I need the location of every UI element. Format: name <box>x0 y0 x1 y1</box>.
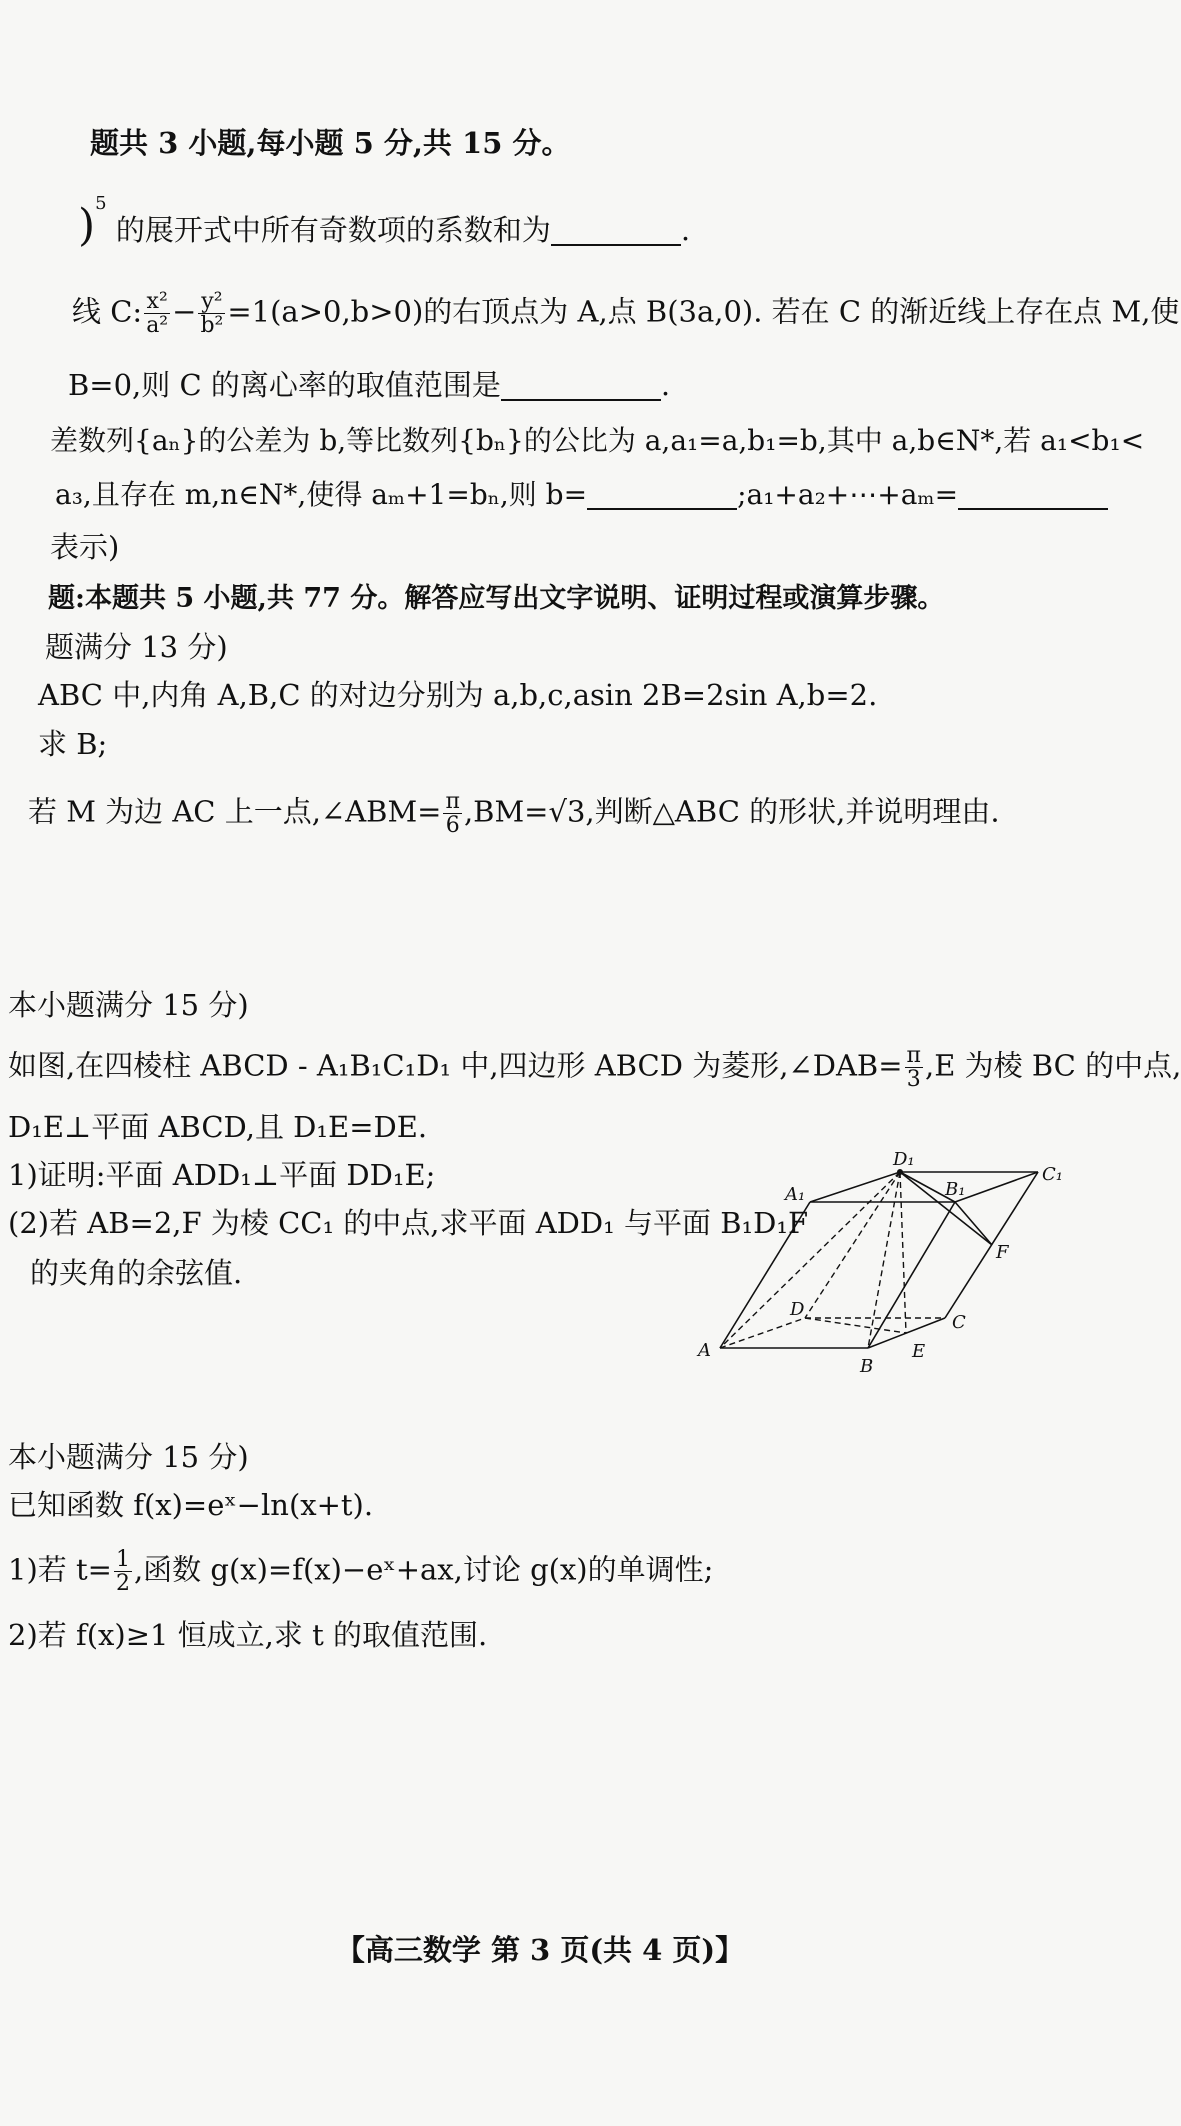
label-f: F <box>996 1242 1009 1263</box>
q18-part2: (2)若 AB=2,F 为棱 CC₁ 的中点,求平面 ADD₁ 与平面 B₁D₁F <box>8 1206 809 1240</box>
answer-blank <box>551 213 681 245</box>
edge-a-a1 <box>720 1202 810 1348</box>
question-16-line2: a₃,且存在 m,n∈N*,使得 aₘ+1=bₙ,则 b= ;a₁+a₂+⋯+aₘ= <box>55 478 1108 512</box>
q14-bracket: ) <box>78 200 96 251</box>
fraction-1-2: $\frac{1}{2}$ <box>115 1547 130 1597</box>
label-e: E <box>912 1341 926 1362</box>
answer-blank <box>958 478 1108 509</box>
label-d1: D₁ <box>893 1149 915 1170</box>
answer-blank <box>587 478 737 509</box>
q15-line2: B=0,则 C 的离心率的取值范围是 <box>68 368 501 402</box>
q18-line1: 如图,在四棱柱 ABCD - A₁B₁C₁D₁ 中,四边形 ABCD 为菱形,∠DAB= $\frac{\pi}{3}$ ,E 为棱 BC 的中点, <box>8 1043 1181 1093</box>
label-c1: C₁ <box>1042 1164 1063 1185</box>
fraction-pi-3: $\frac{\pi}{3}$ <box>906 1043 921 1093</box>
fraction-y2-b2: $\frac{\text{y²}}{\text{b²}}$ <box>200 289 224 339</box>
q19-title: 本小题满分 15 分) <box>8 1440 249 1474</box>
q15-rest1: =1(a>0,b>0)的右顶点为 A,点 B(3a,0). 若在 C 的渐近线上存在点 M,使 <box>227 294 1180 329</box>
q14-exponent: 5 <box>95 193 107 215</box>
fraction-pi-6: $\frac{\pi}{6}$ <box>445 789 460 839</box>
q17-part2: 若 M 为边 AC 上一点,∠ABM= $\frac{\pi}{6}$ ,BM=√3,判断△ABC 的形状,并说明理由. <box>28 789 1000 839</box>
q14-end: . <box>680 213 691 247</box>
q15-end: . <box>660 368 671 402</box>
q15-lead: 线 C: <box>72 294 143 329</box>
line-d-e-hidden <box>805 1318 906 1333</box>
prism-figure <box>690 1150 1070 1400</box>
edge-a1-d1 <box>810 1172 900 1202</box>
edge-a-d-hidden <box>720 1318 805 1348</box>
label-a1: A₁ <box>785 1184 806 1205</box>
question-15: 线 C: $\frac{\text{x²}}{\text{a²}}$ − $\frac{\text{y²}}{\text{b²}}$ =1(a>0,b>0)的右顶点为 A,点 B(3a,0). 若在 C 的渐近线上存在点 M,使 <box>72 289 1180 339</box>
fraction-x2-a2: $\frac{\text{x²}}{\text{a²}}$ <box>146 289 169 339</box>
q18-title: 本小题满分 15 分) <box>8 988 249 1022</box>
q18-line2: D₁E⊥平面 ABCD,且 D₁E=DE. <box>8 1110 428 1144</box>
part3-header: 题:本题共 5 小题,共 77 分。解答应写出文字说明、证明过程或演算步骤。 <box>48 583 945 614</box>
answer-blank <box>501 368 661 400</box>
section-header: 题共 3 小题,每小题 5 分,共 15 分。 <box>90 126 571 160</box>
q17-part1: 求 B; <box>38 727 108 761</box>
q19-part2: 2)若 f(x)≥1 恒成立,求 t 的取值范围. <box>8 1618 488 1652</box>
question-16-line1: 差数列{aₙ}的公差为 b,等比数列{bₙ}的公比为 a,a₁=a,b₁=b,其中 a,b∈N*,若 a₁<b₁< <box>50 424 1145 457</box>
q17-title: 题满分 13 分) <box>45 630 228 664</box>
edge-b-c <box>868 1318 945 1348</box>
q19-stem: 已知函数 f(x)=eˣ−ln(x+t). <box>8 1488 374 1522</box>
q17-stem: ABC 中,内角 A,B,C 的对边分别为 a,b,c,asin 2B=2sin A,b=2. <box>38 678 878 712</box>
edge-c1-b1 <box>955 1172 1038 1202</box>
page-footer: 【高三数学 第 3 页(共 4 页)】 <box>335 1933 745 1967</box>
question-16-line3: 表示) <box>50 530 120 564</box>
label-b: B <box>860 1356 874 1377</box>
edge-d-d1-hidden <box>805 1172 900 1318</box>
label-d: D <box>790 1299 805 1320</box>
question-14 <box>78 193 691 253</box>
line-b1-f <box>955 1202 992 1245</box>
label-b1: B₁ <box>945 1179 966 1200</box>
label-a: A <box>698 1340 711 1361</box>
question-15-line2 <box>68 368 670 403</box>
q14-text: 的展开式中所有奇数项的系数和为 <box>115 213 551 247</box>
q18-part2b: 的夹角的余弦值. <box>30 1256 243 1290</box>
label-c: C <box>952 1312 966 1333</box>
q18-part1: 1)证明:平面 ADD₁⊥平面 DD₁E; <box>8 1158 436 1192</box>
line-d1-e-hidden <box>900 1172 906 1333</box>
q19-part1: 1)若 t= $\frac{1}{2}$ ,函数 g(x)=f(x)−eˣ+ax,讨论 g(x)的单调性; <box>8 1547 714 1597</box>
